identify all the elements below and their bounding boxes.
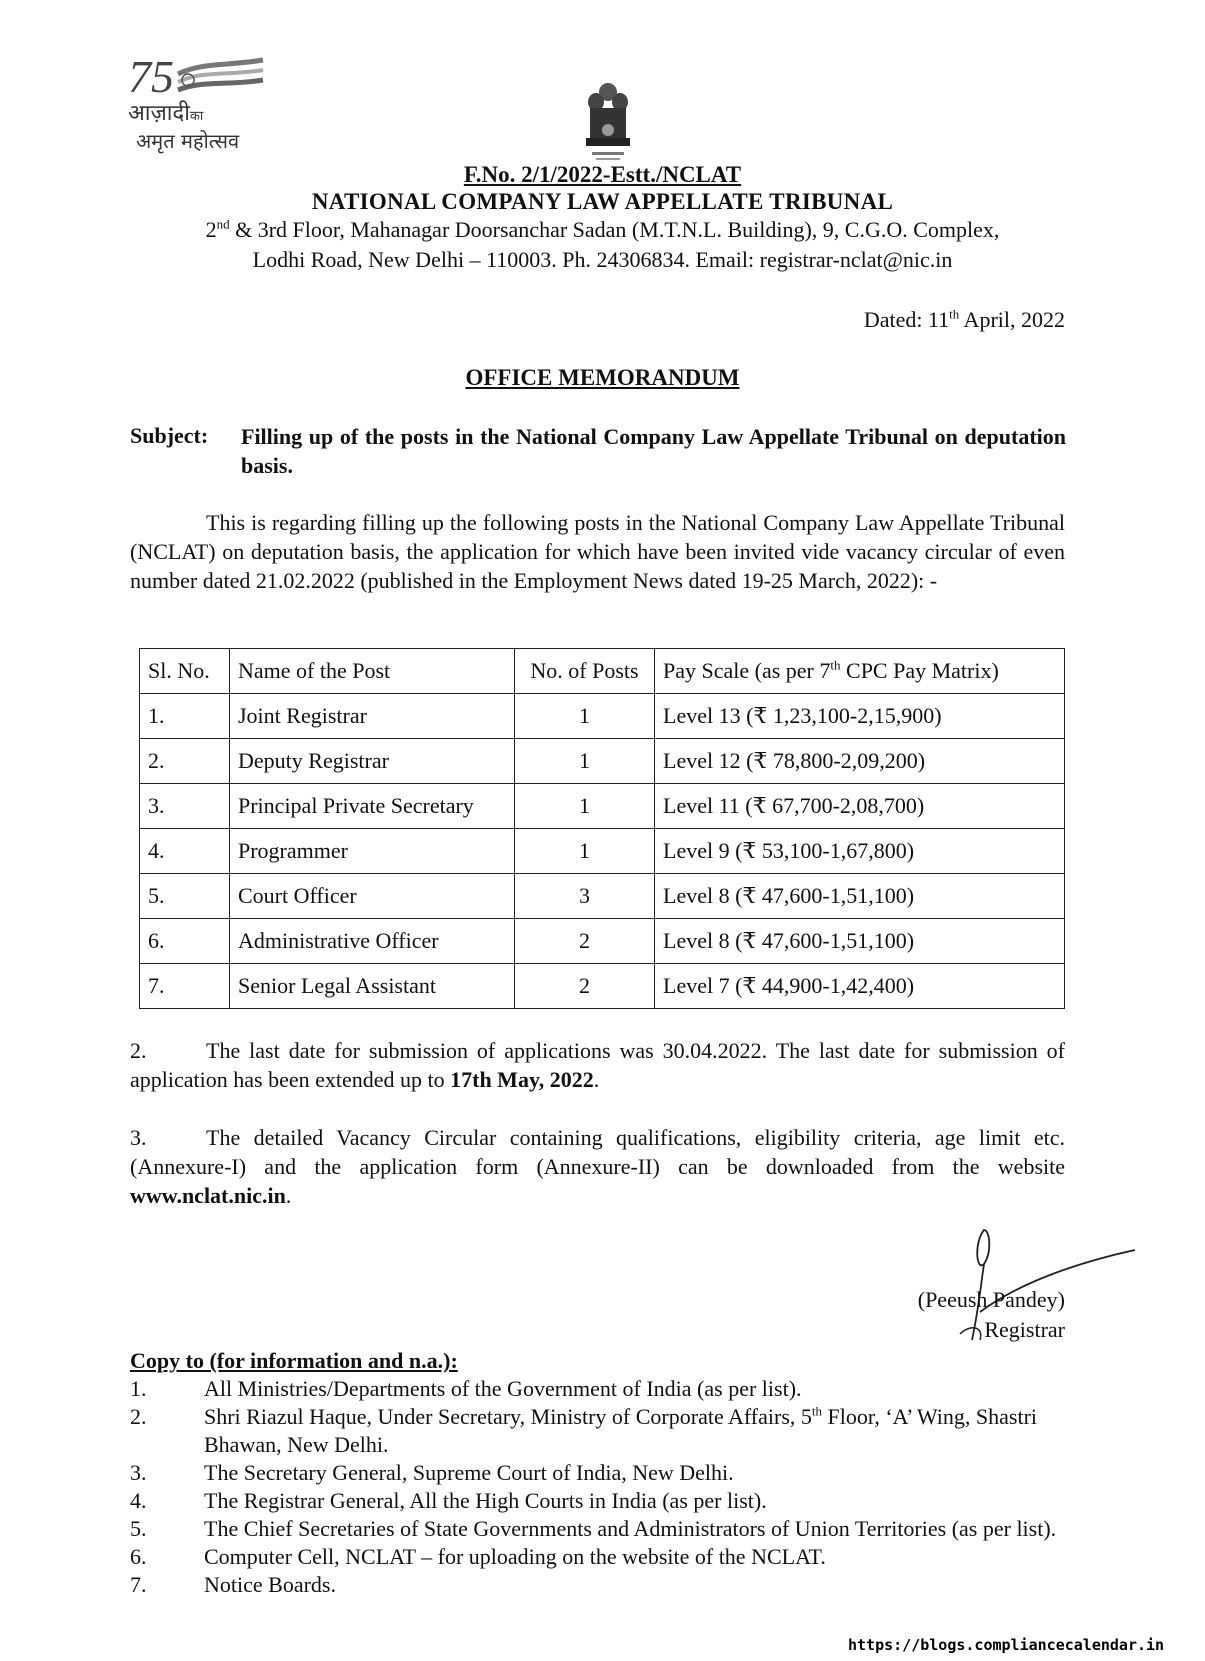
header-no-of-posts: No. of Posts [515,649,655,694]
list-item: 1. All Ministries/Departments of the Government of India (as per list). [130,1376,802,1401]
header-pay-scale: Pay Scale (as per 7th CPC Pay Matrix) [655,649,1065,694]
memo-title: OFFICE MEMORANDUM [465,365,740,390]
date-suffix: April, 2022 [959,307,1065,332]
paragraph-3: 3. The detailed Vacancy Circular containing qualifications, eligibility criteria, age limit etc. (Annexure-I) and the application form (Annexure-II) can be downloaded from the website www.nclat.nic.in. [130,1125,1065,1208]
logo-line2: अमृत महोत्सव [136,129,240,153]
address-floor-num: 2 [205,217,217,242]
table-row [140,919,1065,964]
cell-count: 1 [515,739,655,784]
cell-count: 2 [515,964,655,1009]
website-link[interactable]: www.nclat.nic.in [130,1183,286,1208]
paragraph-2: 2. The last date for submission of applications was 30.04.2022. The last date for submission of application has been extended up to 17th May, 2022. [130,1038,1065,1092]
logo-numeral: 75 [128,52,174,102]
date-sup: th [949,306,960,322]
para2-num: 2. [130,1038,147,1063]
copy-to-title: Copy to (for information and n.a.): [130,1348,458,1373]
subject-label: Subject: [130,423,209,448]
intro-paragraph: This is regarding filling up the following posts in the National Company Law Appellate Tribunal (NCLAT) on deputation basis, the application for which have been invited vide vacancy circular of even number dated 21.02.2022 (published in the Employment News dated 19-25 March, 2022): - [130,510,1065,593]
cell-sl: 3. [140,784,230,829]
cell-sl: 4. [140,829,230,874]
cell-sl: 1. [140,694,230,739]
azadi-logo [118,52,288,152]
address-line1 [0,216,1205,245]
footer-url[interactable]: https://blogs.compliancecalendar.in [848,1636,1165,1654]
cell-count: 3 [515,874,655,919]
signatory-name: (Peeush Pandey) [917,1287,1065,1312]
cell-count: 1 [515,694,655,739]
table-header-row [140,649,1065,694]
list-item: 4. The Registrar General, All the High Courts in India (as per list). [130,1488,767,1513]
para2-text: The last date for submission of applications was 30.04.2022. The last date for submission of application has been extended up to [130,1038,1065,1092]
logo-line1-small: का [189,109,204,124]
cell-post-name: Deputy Registrar [230,739,515,784]
cell-count: 1 [515,784,655,829]
national-emblem-icon [582,80,634,172]
table-row [140,694,1065,739]
cell-count: 1 [515,829,655,874]
cell-pay: Level 7 (₹ 44,900-1,42,400) [655,964,1065,1009]
cell-post-name: Programmer [230,829,515,874]
list-item: 6. Computer Cell, NCLAT – for uploading on the website of the NCLAT. [130,1544,826,1569]
list-item: 7. Notice Boards. [130,1572,336,1597]
cell-pay: Level 9 (₹ 53,100-1,67,800) [655,829,1065,874]
cell-sl: 7. [140,964,230,1009]
cell-pay: Level 8 (₹ 47,600-1,51,100) [655,874,1065,919]
table-row [140,739,1065,784]
cell-count: 2 [515,919,655,964]
address-line1-rest: & 3rd Floor, Mahanagar Doorsanchar Sadan (M.T.N.L. Building), 9, C.G.O. Complex, [229,217,1000,242]
para3-num: 3. [130,1125,147,1150]
address-line2: Lodhi Road, New Delhi – 110003. Ph. 24306834. Email: registrar-nclat@nic.in [252,247,953,272]
file-number: F.No. 2/1/2022-Estt./NCLAT [463,162,742,187]
list-item: 5. The Chief Secretaries of State Governments and Administrators of Union Territories (as per list). [130,1516,1057,1541]
tribunal-name: NATIONAL COMPANY LAW APPELLATE TRIBUNAL [311,189,894,214]
cell-post-name: Court Officer [230,874,515,919]
table-row [140,964,1065,1009]
cell-post-name: Joint Registrar [230,694,515,739]
address-floor-sup: nd [216,216,230,232]
table-row [140,829,1065,874]
cell-post-name: Principal Private Secretary [230,784,515,829]
date-prefix: Dated: 11 [863,307,950,332]
extended-date: 17th May, 2022 [450,1067,594,1092]
table-row [140,784,1065,829]
header-post-name: Name of the Post [230,649,515,694]
logo-line1: आज़ादी [128,101,190,126]
table-row [140,874,1065,919]
list-item: 3. The Secretary General, Supreme Court of India, New Delhi. [130,1460,734,1485]
para3-text: The detailed Vacancy Circular containing qualifications, eligibility criteria, age limit etc. (Annexure-I) and the application form (Annexure-II) can be downloaded from the website [130,1125,1065,1179]
cell-pay: Level 13 (₹ 1,23,100-2,15,900) [655,694,1065,739]
cell-sl: 5. [140,874,230,919]
posts-table [139,648,1065,1009]
subject-text: Filling up of the posts in the National Company Law Appellate Tribunal on deputation basis. [241,424,1066,478]
header-sl-no: Sl. No. [140,649,230,694]
memo-date [864,306,1065,335]
cell-pay: Level 11 (₹ 67,700-2,08,700) [655,784,1065,829]
cell-pay: Level 8 (₹ 47,600-1,51,100) [655,919,1065,964]
cell-sl: 2. [140,739,230,784]
signatory-block [918,1285,1065,1345]
list-item: 2. Shri Riazul Haque, Under Secretary, Ministry of Corporate Affairs, 5th Floor, ‘A’ Wing, Shastri Bhawan, New Delhi. [130,1403,1038,1457]
cell-pay: Level 12 (₹ 78,800-2,09,200) [655,739,1065,784]
cell-post-name: Administrative Officer [230,919,515,964]
cell-sl: 6. [140,919,230,964]
signatory-designation: Registrar [984,1317,1065,1342]
flag-swoosh-icon [128,52,268,102]
copy-to-list [130,1375,1065,1599]
cell-post-name: Senior Legal Assistant [230,964,515,1009]
